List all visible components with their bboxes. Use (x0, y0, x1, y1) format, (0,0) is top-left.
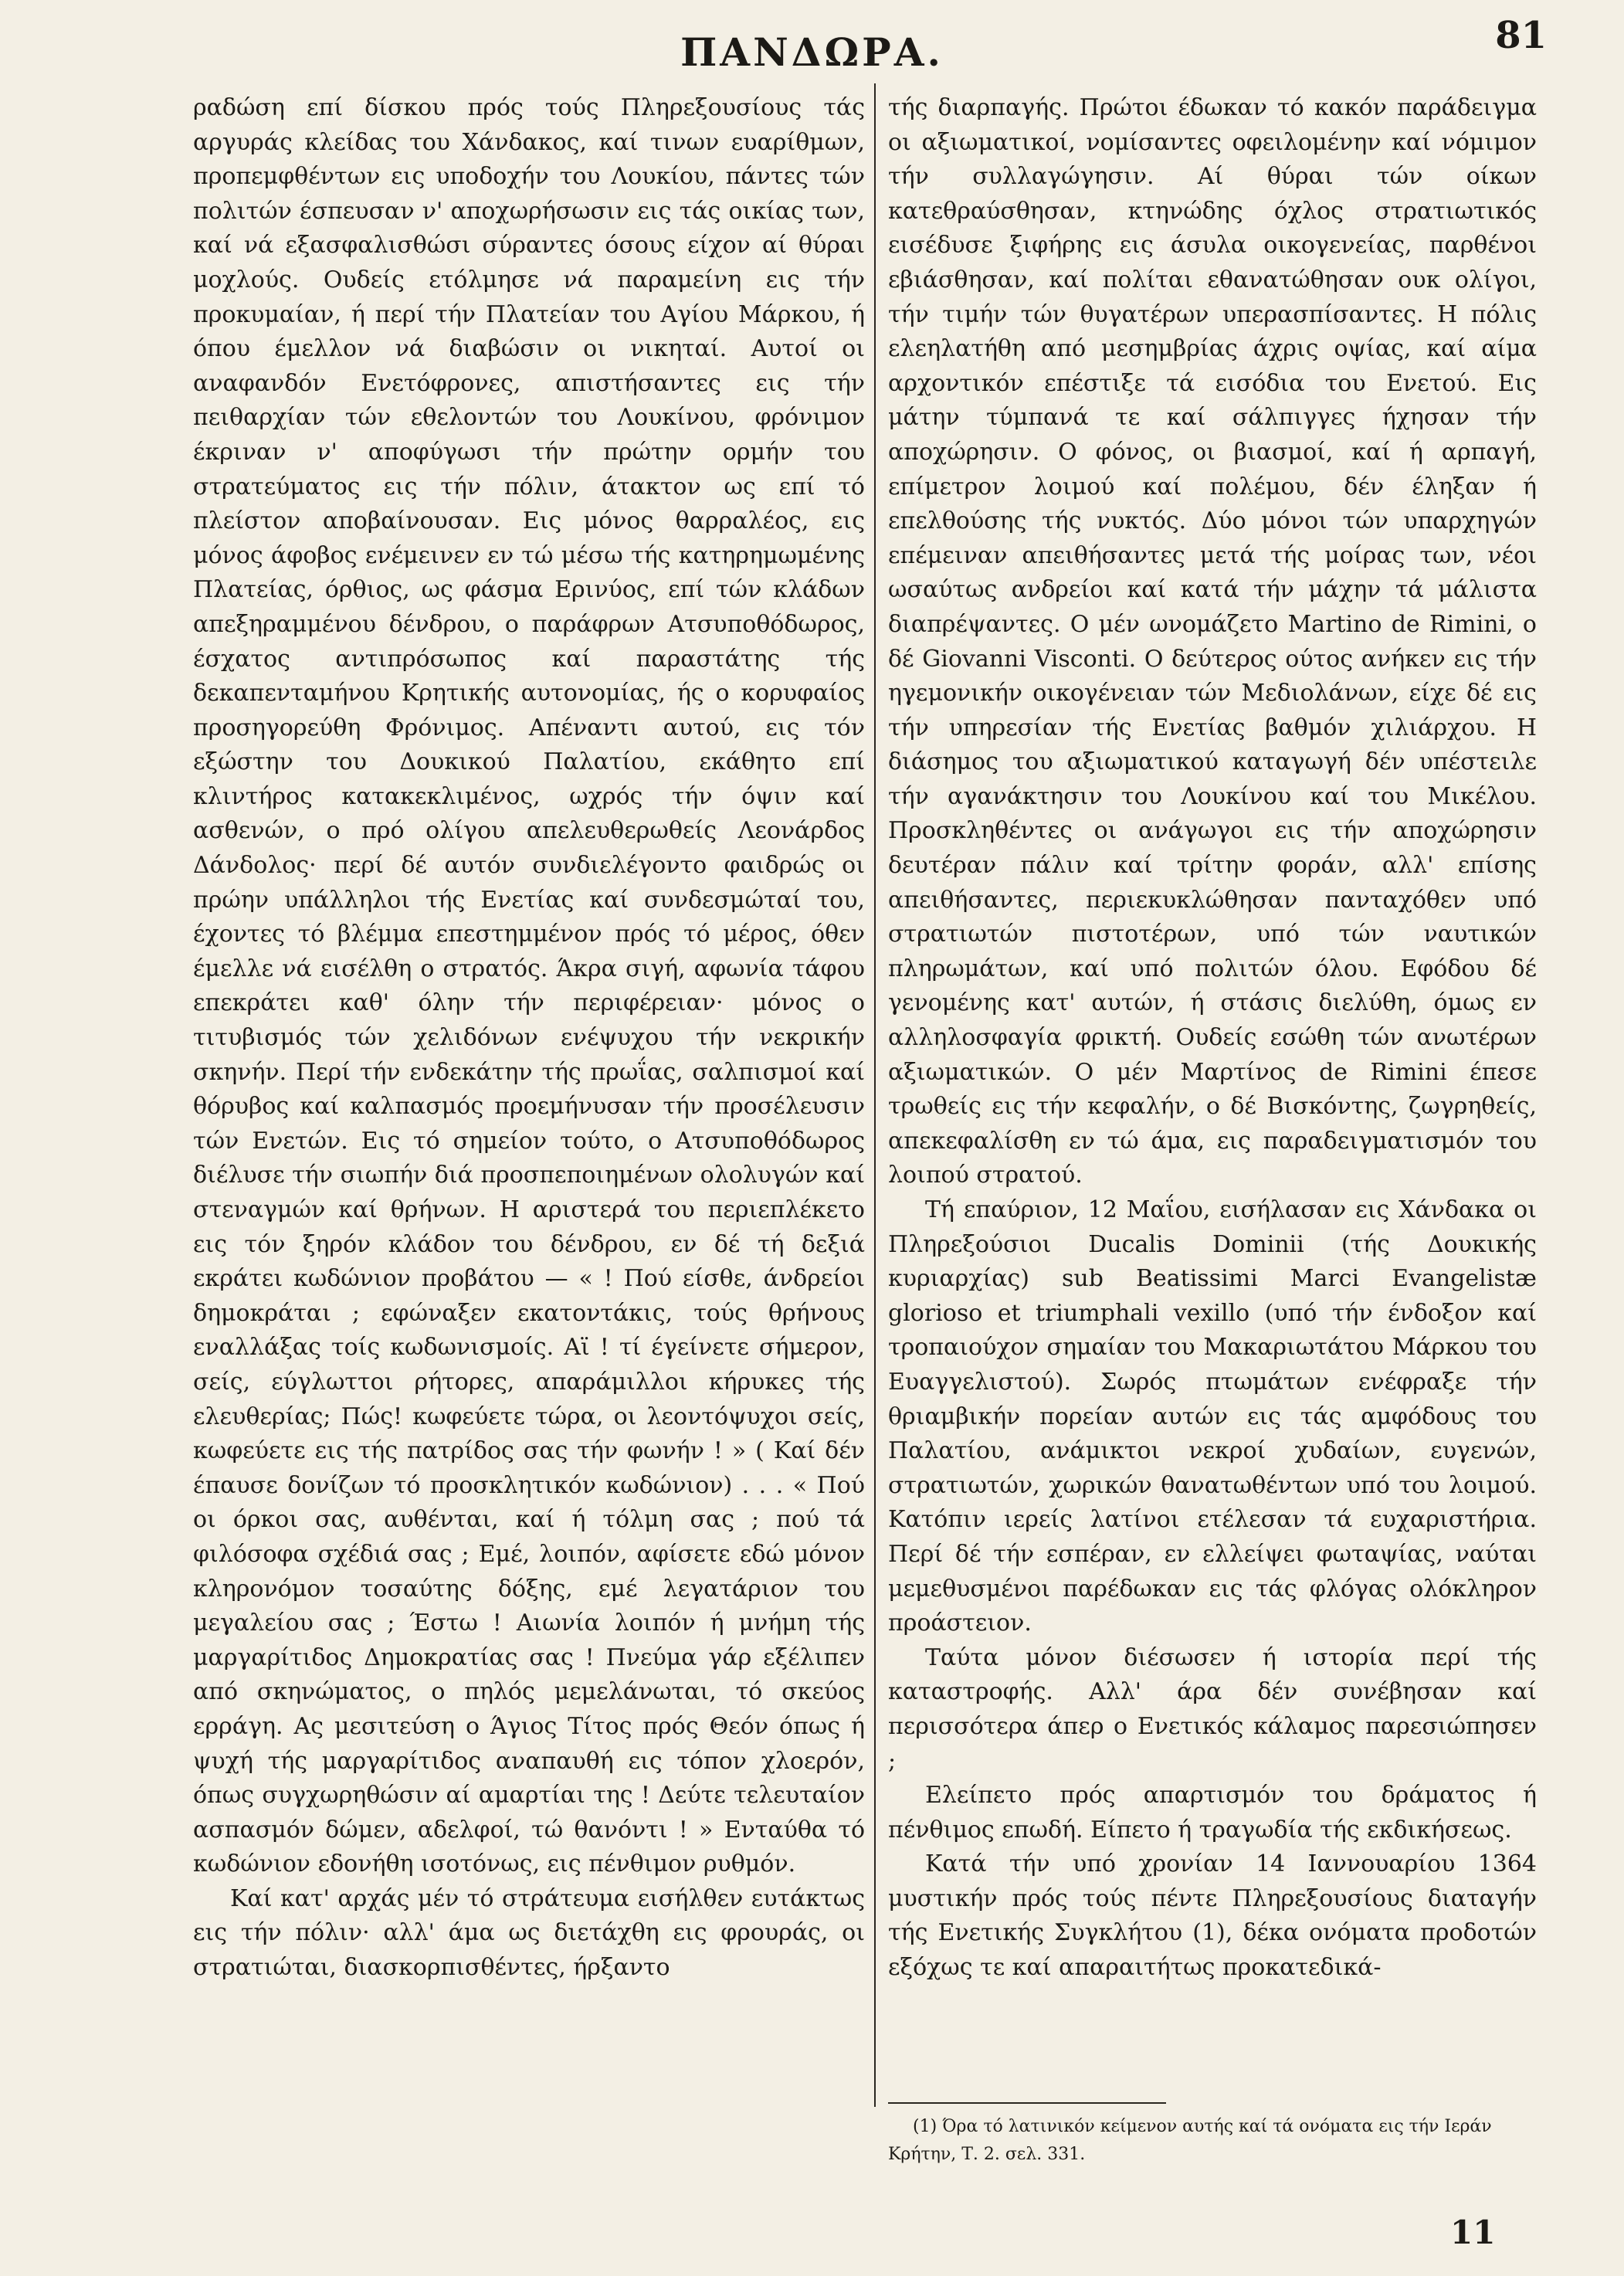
page-title: ΠΑΝΔΩΡΑ. (680, 29, 944, 75)
right-paragraph: Τή επαύριον, 12 Μαΐου, εισήλασαν εις Χάνδακα οι Πληρεξούσιοι Ducalis Dominii (τής Δουκικής κυριαρχίας) sub Beatissimi Marci Evangelistæ glorioso et triumphali vexillo (υπό τήν ένδοξον καί τροπαιούχον σημαίαν του Μακαριωτάτου Μάρκου του Ευαγγελιστού). Σωρός πτωμάτων ενέφραξε τήν θριαμβικήν πορείαν αυτών εις τάς αμφόδους του Παλατίου, ανάμικτοι νεκροί χυδαίων, ευγενών, στρατιωτών, χωρικών θανατωθέντων υπό του λοιμού. Κατόπιν ιερείς λατίνοι ετέλεσαν τά ευχαριστήρια. Περί δέ τήν εσπέραν, εν ελλείψει φωταψίας, ναύται μεμεθυσμένοι παρέδωκαν εις τάς φλόγας ολόκληρον προάστειον. (888, 1196, 1537, 1637)
right-paragraph: τής διαρπαγής. Πρώτοι έδωκαν τό κακόν παράδειγμα οι αξιωματικοί, νομίσαντες οφειλομένην καί νόμιμον τήν συλλαγώγησιν. Αί θύραι τών οίκων κατεθραύσθησαν, κτηνώδης όχλος στρατιωτικός εισέδυσε ξιφήρης εις άσυλα οικογενείας, παρθένοι εβιάσθησαν, καί πολίται εθανατώθησαν ουκ ολίγοι, τήν τιμήν τών θυγατέρων υπερασπίσαντες. Η πόλις ελεηλατήθη από μεσημβρίας άχρις οψίας, καί αίμα αρχοντικόν επέστιξε τά εισόδια του Ενετού. Εις μάτην τύμπανά τε καί σάλπιγγες ήχησαν τήν αποχώρησιν. Ο φόνος, οι βιασμοί, καί ή αρπαγή, επίμετρον λοιμού καί πολέμου, δέν έληξαν ή επελθούσης τής νυκτός. Δύο μόνοι τών υπαρχηγών επέμειναν απειθήσαντες μετά τής μοίρας των, νέοι ωσαύτως ανδρείοι καί κατά τήν μάχην τά μάλιστα διαπρέψαντες. Ο μέν ωνομάζετο Martino de Rimini, ο δέ Giovanni Visconti. Ο δεύτερος ούτος ανήκεν εις τήν ηγεμονικήν οικογένειαν τών Μεδιολάνων, είχε δέ εις τήν υπηρεσίαν τής Ενετίας βαθμόν χιλιάρχου. Η διάσημος του αξιωματικού καταγωγή δέν υπέστειλε τήν αγανάκτησιν του Λουκίνου καί του Μικέλου. Προσκληθέντες οι ανάγωγοι εις τήν αποχώρησιν δευτέραν πάλιν καί τρίτην φοράν, αλλ' επίσης απειθήσαντες, περιεκυκλώθησαν πανταχόθεν υπό στρατιωτών πιστοτέρων, υπό τών ναυτικών πληρωμάτων, καί υπό πολιτών όλου. Εφόδου δέ γενομένης κατ' αυτών, ή στάσις διελύθη, όμως εν αλληλοσφαγία φρικτή. Ουδείς εσώθη τών ανωτέρων αξιωματικών. Ο μέν Μαρτίνος de Rimini έπεσε τρωθείς εις τήν κεφαλήν, ο δέ Βισκόντης, ζωγρηθείς, απεκεφαλίσθη εν τώ άμα, εις παραδειγματισμόν του λοιπού στρατού. (888, 94, 1537, 1189)
right-paragraph: Ελείπετο πρός απαρτισμόν του δράματος ή πένθιμος επωδή. Είπετο ή τραγωδία τής εκδικήσεως. (888, 1782, 1537, 1844)
right-paragraph: Ταύτα μόνον διέσωσεν ή ιστορία περί τής καταστροφής. Αλλ' άρα δέν συνέβησαν καί περισσότερα άπερ ο Ενετικός κάλαμος παρεσιώπησεν ; (888, 1643, 1537, 1775)
footnote: (1) Όρα τό λατινικόν κείμενον αυτής καί τά ονόματα εις τήν Ιεράν Κρήτην, Τ. 2. σελ. 331. (888, 2117, 1492, 2164)
right-column (888, 91, 1537, 1986)
left-paragraph: ραδώση επί δίσκου πρός τούς Πληρεξουσίους τάς αργυράς κλείδας του Χάνδακος, καί τινων ευαρίθμων, προπεμφθέντων εις υποδοχήν του Λουκίου, πάντες τών πολιτών έσπευσαν ν' αποχωρήσωσιν εις τάς οικίας των, καί νά εξασφαλισθώσι σύραντες όσους είχον αί θύραι μοχλούς. Ουδείς ετόλμησε νά παραμείνη εις τήν προκυμαίαν, ή περί τήν Πλατείαν του Αγίου Μάρκου, ή όπου έμελλον νά διαβώσιν οι νικηταί. Αυτοί οι αναφανδόν Ενετόφρονες, απιστήσαντες εις τήν πειθαρχίαν τών εθελοντών του Λουκίνου, φρόνιμον έκριναν ν' αποφύγωσι τήν πρώτην ορμήν του στρατεύματος εις τήν πόλιν, άτακτον ως επί τό πλείστον αποβαίνουσαν. Εις μόνος θαρραλέος, εις μόνος άφοβος ενέμεινεν εν τώ μέσω τής κατηρημωμένης Πλατείας, όρθιος, ως φάσμα Ερινύος, επί τών κλάδων απεξηραμμένου δένδρου, ο παράφρων Ατσυποθόδωρος, έσχατος αντιπρόσωπος καί παραστάτης τής δεκαπενταμήνου Κρητικής αυτονομίας, ής ο κορυφαίος προσηγορεύθη Φρόνιμος. Απέναντι αυτού, εις τόν εξώστην του Δουκικού Παλατίου, εκάθητο επί κλιντήρος κατακεκλιμένος, ωχρός τήν όψιν καί ασθενών, ο πρό ολίγου απελευθερωθείς Λεονάρδος Δάνδολος· περί δέ αυτόν συνδιελέγοντο φαιδρώς οι πρώην υπάλληλοι τής Ενετίας καί συνδεσμώταί του, έχοντες τό βλέμμα επεστημμένον πρός τό μέρος, όθεν έμελλε νά εισέλθη ο στρατός. Άκρα σιγή, αφωνία τάφου επεκράτει καθ' όλην τήν περιφέρειαν· μόνος ο τιτυβισμός τών χελιδόνων ενέψυχου τήν νεκρικήν σκηνήν. Περί τήν ενδεκάτην τής πρωΐας, σαλπισμοί καί θόρυβος καί καλπασμός προεμήνυσαν τήν προσέλευσιν τών Ενετών. Εις τό σημείον τούτο, ο Ατσυποθόδωρος διέλυσε τήν σιωπήν διά προσπεποιημένων ολολυγών καί στεναγμών καί θρήνων. Η αριστερά του περιεπλέκετο εις τόν ξηρόν κλάδον του δένδρου, εν δέ τή δεξιά εκράτει κωδώνιον προβάτου — « ! Πού είσθε, άνδρείοι δημοκράται ; εφώναξεν εκατοντάκις, τούς θρήνους εναλλάξας τοίς κωδωνισμοίς. Αϊ ! τί έγείνετε σήμερον, σείς, εύγλωττοι ρήτορες, απαράμιλλοι κήρυκες τής ελευθερίας; Πώς! κωφεύετε τώρα, οι λεοντόψυχοι σείς, κωφεύετε εις τής πατρίδος σας τήν φωνήν ! » ( Καί δέν έπαυσε δονίζων τό προσκλητικόν κωδώνιον) . . . « Πού οι όρκοι σας, αυθένται, καί ή τόλμη σας ; πού τά φιλόσοφα σχέδιά σας ; Εμέ, λοιπόν, αφίσετε εδώ μόνον κληρονόμον τοσαύτης δόξης, εμέ λεγατάριον του μεγαλείου σας ; Έστω ! Αιωνία λοιπόν ή μνήμη τής μαργαρίτιδος Δημοκρατίας σας ! Πνεύμα γάρ εξέλιπεν από σκηνώματος, ο πηλός μεμελάνωται, τό σκεύος ερράγη. Ας μεσιτεύση ο Άγιος Τίτος πρός Θεόν όπως ή ψυχή τής μαργαρίτιδος αναπαυθή εις τόπον χλοερόν, όπως συγχωρηθώσιν αί αμαρτίαι της ! Δεύτε τελευταίον ασπασμόν δώμεν, αδελφοί, τώ θανόντι ! » Ενταύθα τό κωδώνιον εδονήθη ισοτόνως, εις πένθιμον ρυθμόν. (193, 94, 865, 1878)
left-column (193, 91, 865, 1986)
footnote-divider (888, 2102, 1166, 2104)
right-paragraph: Κατά τήν υπό χρονίαν 14 Ιαννουαρίου 1364 μυστικήν πρός τούς πέντε Πληρεξουσίους διαταγήν τής Ενετικής Συγκλήτου (1), δέκα ονόματα προδοτών εξόχως τε καί απαραιτήτως προκατεδικά- (888, 1850, 1537, 1982)
left-paragraph: Καί κατ' αρχάς μέν τό στράτευμα εισήλθεν ευτάκτως εις τήν πόλιν· αλλ' άμα ως διετάχθη εις φρουράς, οι στρατιώται, διασκορπισθέντες, ήρξαντο (193, 1884, 865, 1982)
page-number: 81 (1495, 14, 1547, 57)
column-divider (874, 83, 876, 2107)
signature-mark: 11 (1450, 2213, 1496, 2251)
